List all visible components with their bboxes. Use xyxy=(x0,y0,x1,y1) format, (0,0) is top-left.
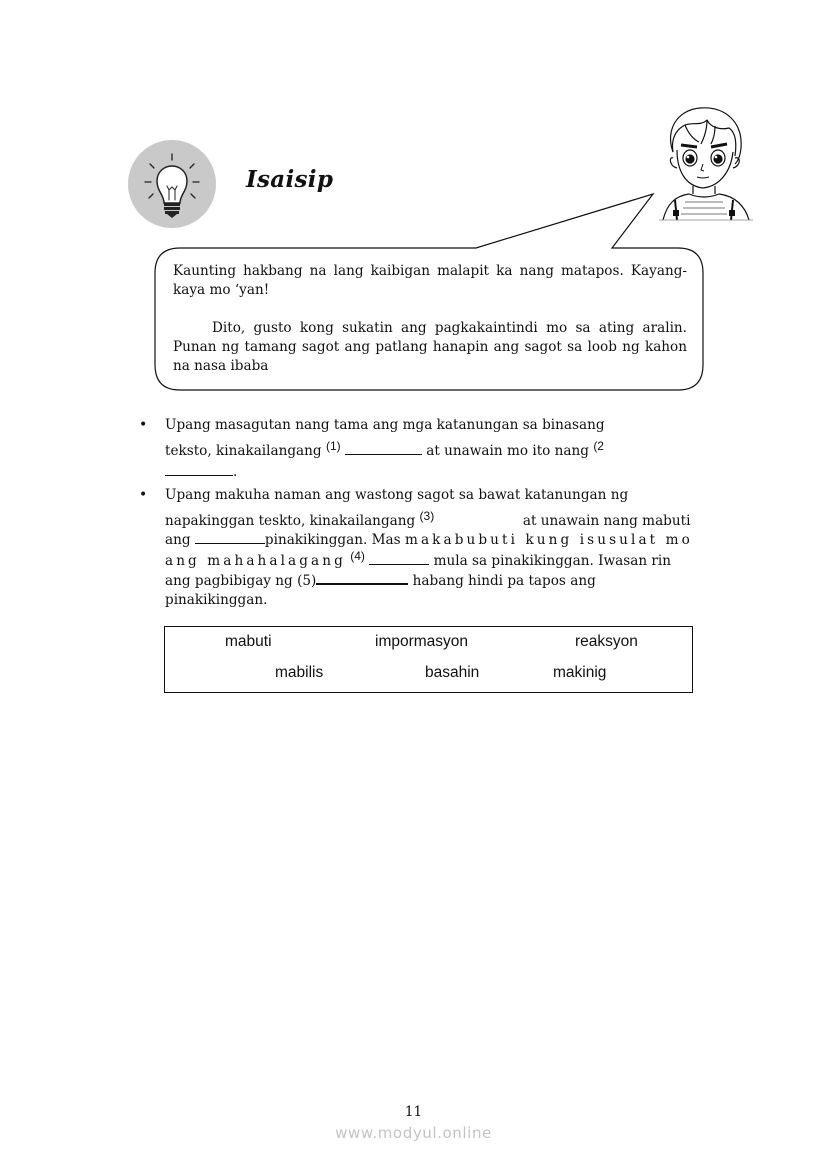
answer-blank-1[interactable] xyxy=(345,442,422,455)
choice-word: reaksyon xyxy=(575,633,638,650)
item-2-text-7: mula sa pinakikinggan. Iwasan rin xyxy=(433,553,672,569)
bubble-paragraph-1: Kaunting hakbang na lang kaibigan malapit ka nang matapos. Kayang-kaya mo ‘yan! xyxy=(173,263,687,298)
choice-word: mabilis xyxy=(275,664,324,681)
item-2-text: napakinggan teskto, kinakailangang xyxy=(165,513,416,529)
answer-blank-unnumbered[interactable] xyxy=(195,531,265,544)
item-2-text-3: ang xyxy=(165,532,191,548)
watermark: www.modyul.online xyxy=(335,1124,492,1142)
item-2-text-4: pinakikinggan. Mas xyxy=(264,532,401,548)
answer-blank-5[interactable] xyxy=(316,571,408,585)
blank-number-2: (2 xyxy=(593,439,604,453)
section-title: Isaisip xyxy=(246,166,334,193)
answer-blank-2[interactable] xyxy=(165,463,233,476)
fill-in-the-blank-list xyxy=(138,416,718,610)
list-item-1 xyxy=(138,416,718,482)
answer-blank-4[interactable] xyxy=(369,552,429,565)
choice-word: mabuti xyxy=(225,633,272,650)
blank-number-4: (4) xyxy=(350,549,365,563)
item-2-text-10: pinakikinggan. xyxy=(165,592,268,608)
item-2-text-6: ang mahahalagang xyxy=(165,553,346,569)
list-item-2 xyxy=(138,486,718,610)
item-1-text: teksto, kinakailangang xyxy=(165,443,322,459)
bullet-icon: • xyxy=(139,487,148,503)
item-2-text-9: habang hindi pa tapos ang xyxy=(412,573,596,589)
period: . xyxy=(233,464,238,480)
choice-word: basahin xyxy=(425,664,480,681)
bubble-paragraph-2: Dito, gusto kong sukatin ang pagkakaintindi mo sa ating aralin. Punan ng tamang sagot ang patlang hanapin ang sagot sa loob ng kahon na nasa ibaba xyxy=(173,320,687,374)
choice-word: makinig xyxy=(553,664,607,681)
blank-number-1: (1) xyxy=(325,439,341,453)
item-2-text-5: makabubuti kung isusulat mo xyxy=(404,532,693,548)
speech-bubble-text xyxy=(173,262,687,376)
blank-number-3: (3) xyxy=(419,509,435,523)
item-1-line-1: Upang masagutan nang tama ang mga katanungan sa binasang xyxy=(165,417,605,433)
item-2-text-2: at unawain nang mabuti xyxy=(522,513,691,529)
page-number: 11 xyxy=(404,1104,423,1120)
word-choice-box xyxy=(164,626,693,693)
item-2-line-1: Upang makuha naman ang wastong sagot sa bawat katanungan ng xyxy=(165,487,629,503)
choice-word: impormasyon xyxy=(375,633,469,650)
item-1-text-2: at unawain mo ito nang xyxy=(426,443,589,459)
bullet-icon: • xyxy=(139,417,148,433)
item-2-text-8: ang pagbibigay ng (5) xyxy=(165,573,317,589)
cartoon-boy-icon xyxy=(655,100,755,222)
